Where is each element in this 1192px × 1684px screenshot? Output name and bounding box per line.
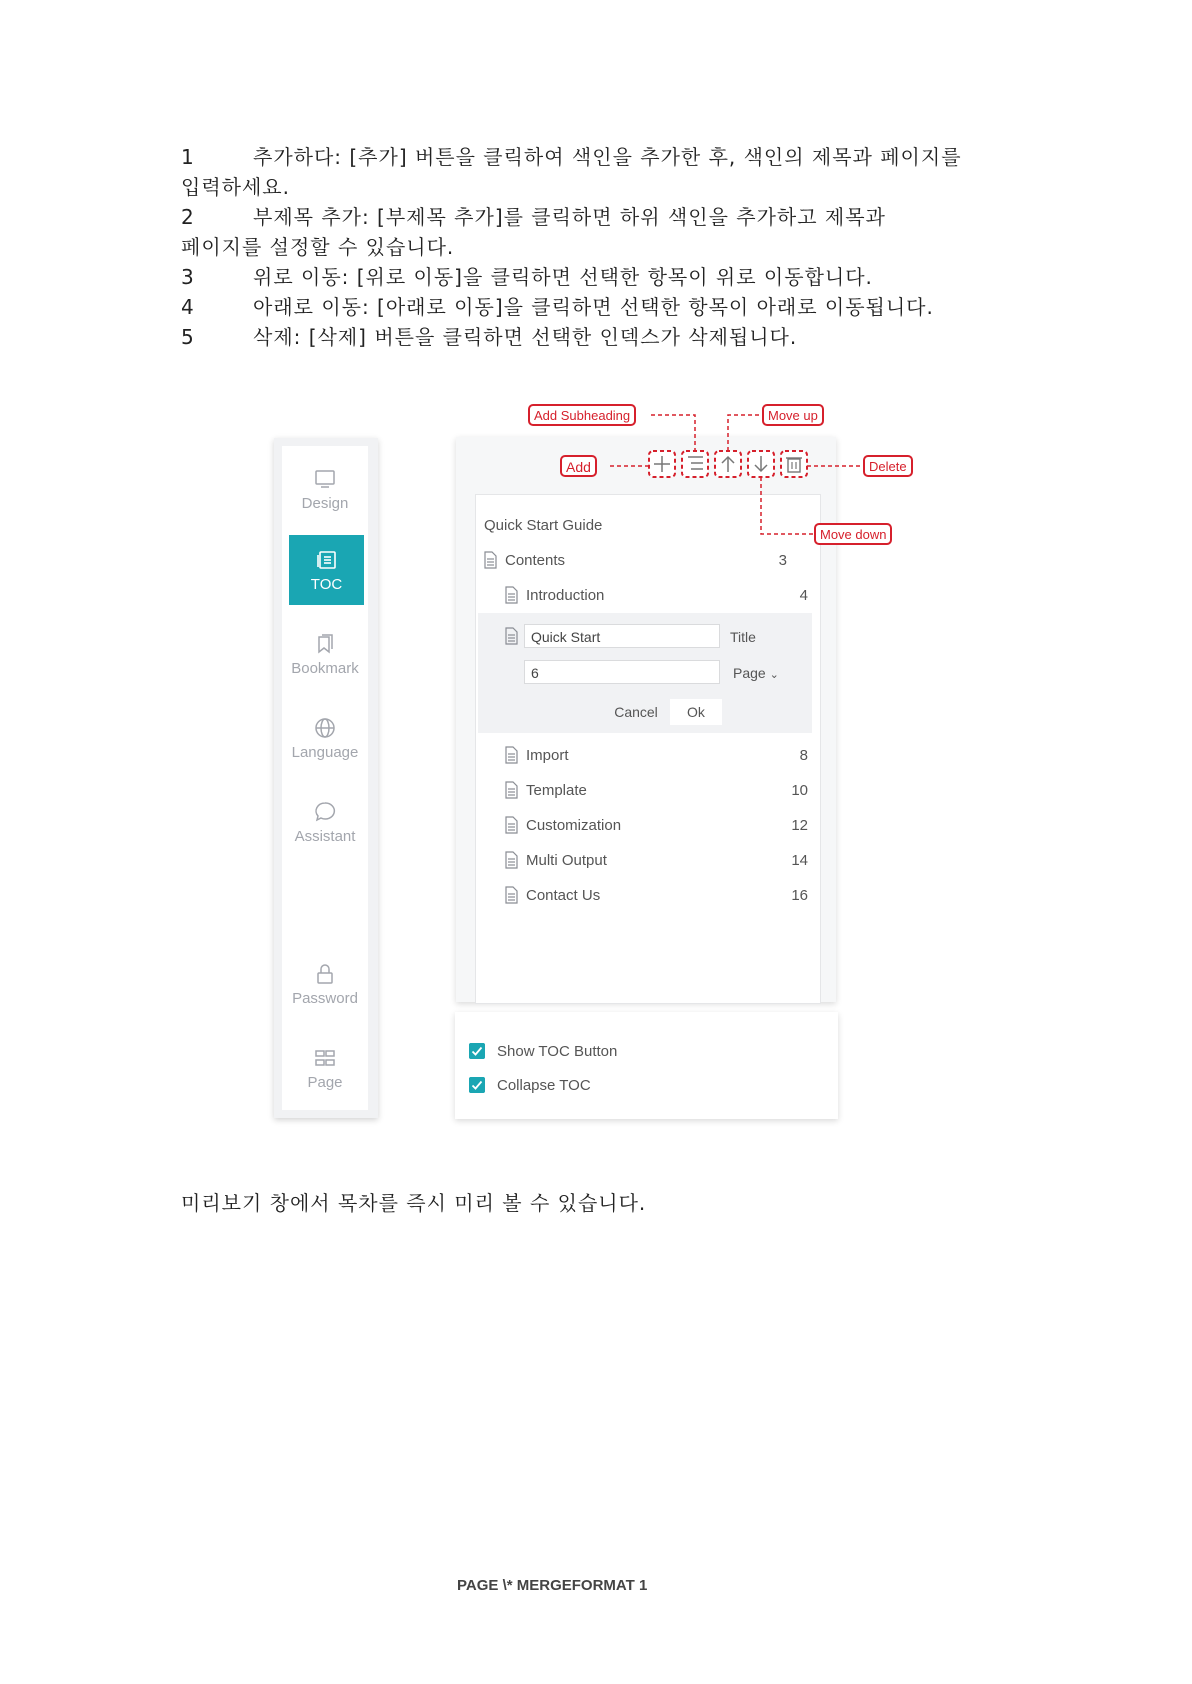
toc-item-label: Template [526, 782, 587, 799]
step-text-continued: 페이지를 설정할 수 있습니다. [181, 235, 455, 259]
show-toc-button-checkbox[interactable] [469, 1041, 617, 1061]
step-number: 2 [181, 205, 195, 229]
step-number: 3 [181, 265, 195, 289]
callout-move-down: Move down [814, 523, 892, 545]
document-icon [482, 551, 498, 569]
checkbox-label: Show TOC Button [497, 1042, 618, 1060]
step-number: 1 [181, 145, 195, 169]
sidebar-item-label: Bookmark [291, 659, 359, 677]
checkbox-checked-icon [469, 1077, 485, 1093]
toc-edit-form [478, 613, 812, 733]
toc-item-page: 10 [791, 782, 808, 799]
checkbox-checked-icon [469, 1043, 485, 1059]
sidebar-item-label: Assistant [294, 827, 356, 845]
document-icon [503, 586, 519, 604]
toc-item-label: Contact Us [526, 887, 601, 904]
step-text: 부제목 추가: [부제목 추가]를 클릭하면 하위 색인을 추가하고 제목과 [253, 205, 886, 229]
collapse-toc-checkbox[interactable] [469, 1075, 591, 1095]
toc-item[interactable] [503, 779, 808, 803]
move-up-icon[interactable] [715, 451, 741, 477]
sidebar-item-label: Language [291, 743, 359, 761]
toc-root-title: Quick Start Guide [484, 517, 603, 534]
checkbox-label: Collapse TOC [497, 1076, 591, 1094]
ok-button[interactable]: Ok [670, 699, 722, 725]
step-text: 추가하다: [추가] 버튼을 클릭하여 색인을 추가한 후, 색인의 제목과 페이지를 [253, 145, 962, 169]
toc-item-label: Introduction [526, 587, 605, 604]
document-icon [503, 781, 519, 799]
document-icon [503, 886, 519, 904]
sidebar-item-label: Page [307, 1073, 343, 1091]
step-text-continued: 입력하세요. [181, 175, 290, 199]
page-input[interactable]: 6 [524, 660, 720, 684]
callout-add-subheading: Add Subheading [528, 404, 636, 426]
document-icon [503, 816, 519, 834]
trash-icon[interactable] [781, 451, 807, 477]
toc-item[interactable] [503, 744, 808, 768]
document-icon [503, 851, 519, 869]
callout-delete: Delete [863, 455, 913, 477]
add-icon[interactable] [649, 451, 675, 477]
toc-item-page: 3 [778, 552, 787, 569]
step-text: 위로 이동: [위로 이동]을 클릭하면 선택한 항목이 위로 이동합니다. [253, 265, 873, 289]
toc-item-page: 14 [791, 852, 808, 869]
step-number: 4 [181, 295, 195, 319]
toc-item[interactable] [503, 814, 808, 838]
preview-note: 미리보기 창에서 목차를 즉시 미리 볼 수 있습니다. [181, 1191, 647, 1215]
toc-item-label: Import [526, 747, 569, 764]
title-input[interactable]: Quick Start [524, 624, 720, 648]
toc-item[interactable] [503, 849, 808, 873]
toc-item-page: 16 [791, 887, 808, 904]
toc-item[interactable] [503, 584, 808, 608]
page-footer: PAGE \* MERGEFORMAT 1 [457, 1577, 648, 1594]
toc-options-panel [455, 1012, 838, 1119]
toc-item-page: 4 [799, 587, 808, 604]
add-subheading-icon[interactable] [682, 451, 708, 477]
document-icon [503, 627, 519, 645]
toc-item-page: 8 [799, 747, 808, 764]
page-select[interactable] [733, 665, 779, 681]
toc-item[interactable] [503, 884, 808, 908]
step-number: 5 [181, 325, 195, 349]
toc-item-label: Contents [505, 552, 566, 569]
cancel-button[interactable]: Cancel [614, 704, 658, 720]
toc-item-label: Multi Output [526, 852, 607, 869]
step-text: 삭제: [삭제] 버튼을 클릭하면 선택한 인덱스가 삭제됩니다. [253, 325, 798, 349]
callout-move-up: Move up [762, 404, 824, 426]
toc-item-label: Customization [526, 817, 622, 834]
title-label: Title [730, 629, 756, 645]
sidebar-item-label: Design [301, 494, 349, 512]
toc-item-page: 12 [791, 817, 808, 834]
callout-add: Add [560, 455, 597, 477]
step-text: 아래로 이동: [아래로 이동]을 클릭하면 선택한 항목이 아래로 이동됩니다. [253, 295, 934, 319]
move-down-icon[interactable] [748, 451, 774, 477]
toc-item[interactable] [482, 549, 787, 573]
page-label: Page [733, 665, 766, 681]
sidebar-item-label: TOC [310, 575, 343, 593]
chevron-down-icon: ⌄ [769, 669, 779, 681]
document-icon [503, 746, 519, 764]
sidebar-item-label: Password [292, 989, 358, 1007]
